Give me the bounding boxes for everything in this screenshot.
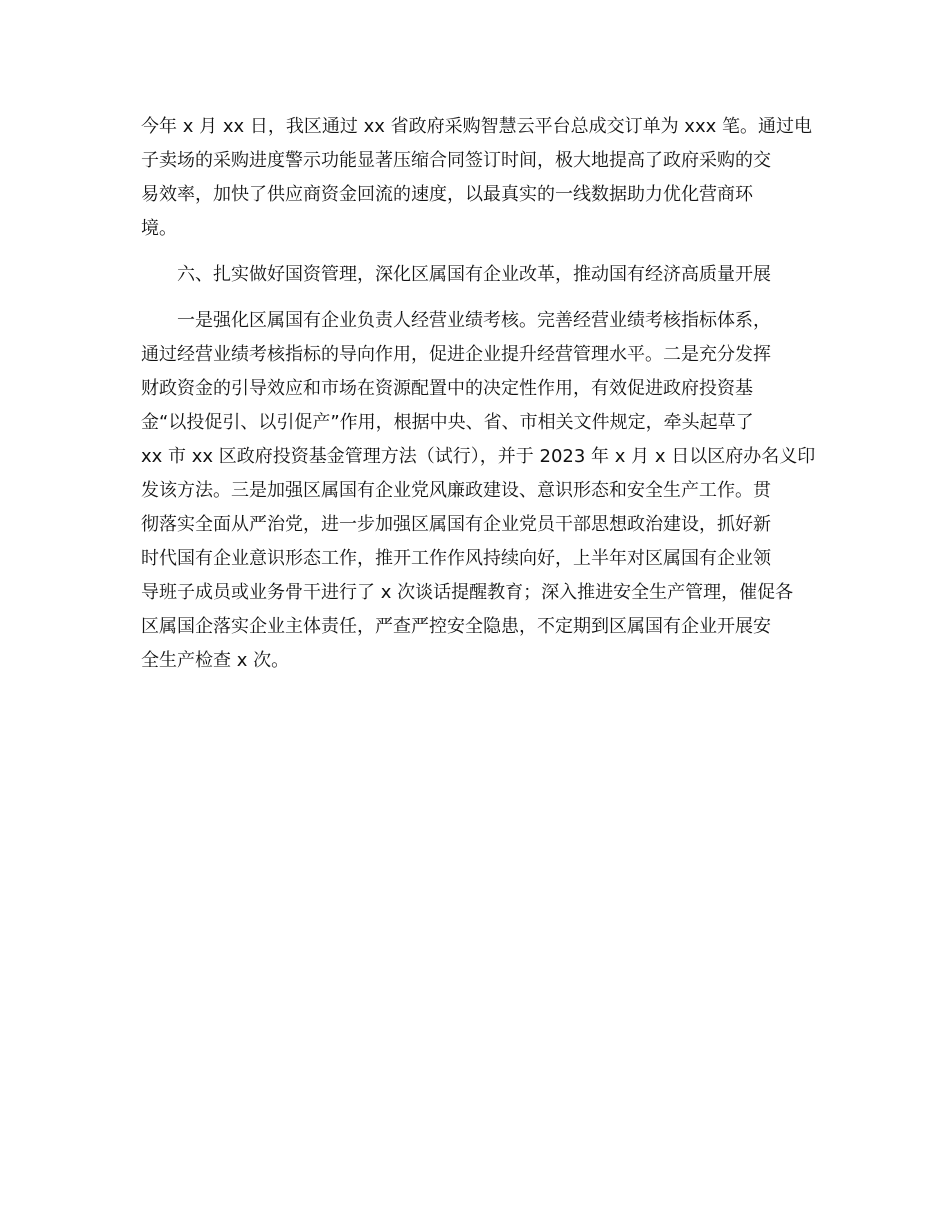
paragraph-spacer [141, 292, 809, 304]
text-line: 一是强化区属国有企业负责人经营业绩考核。完善经营业绩考核指标体系， [177, 310, 771, 331]
document-page [141, 110, 816, 678]
text-line: 财政资金的引导效应和市场在资源配置中的决定性作用，有效促进政府投资基 [141, 378, 753, 399]
text-line: xx 市 xx 区政府投资基金管理方法（试行），并于 2023 年 x 月 x 日以区府办名义印 [141, 446, 816, 467]
text-line: 发该方法。三是加强区属国有企业党风廉政建设、意识形态和安全生产工作。贯 [141, 480, 771, 501]
text-line: 通过经营业绩考核指标的导向作用，促进企业提升经营管理水平。二是充分发挥 [141, 344, 771, 365]
paragraph-procurement [141, 110, 812, 246]
paragraph-state-assets [141, 304, 816, 678]
text-line: 时代国有企业意识形态工作，推开工作作风持续向好，上半年对区属国有企业领 [141, 548, 771, 569]
text-line: 易效率，加快了供应商资金回流的速度，以最真实的一线数据助力优化营商环 [141, 184, 753, 205]
text-line: 区属国企落实企业主体责任，严查严控安全隐患，不定期到区属国有企业开展安 [141, 616, 771, 637]
text-line: 彻落实全面从严治党，进一步加强区属国有企业党员干部思想政治建设，抓好新 [141, 514, 771, 535]
text-line: 今年 x 月 xx 日，我区通过 xx 省政府采购智慧云平台总成交订单为 xxx 笔。通过电 [141, 116, 812, 137]
section-heading-text: 六、扎实做好国资管理，深化区属国有企业改革，推动国有经济高质量开展 [177, 264, 771, 285]
text-line: 导班子成员或业务骨干进行了 x 次谈话提醒教育；深入推进安全生产管理，催促各 [141, 582, 794, 603]
text-line: 全生产检查 x 次。 [141, 650, 290, 671]
text-line: 子卖场的采购进度警示功能显著压缩合同签订时间，极大地提高了政府采购的交 [141, 150, 771, 171]
text-line: 金“以投促引、以引促产”作用，根据中央、省、市相关文件规定，牵头起草了 [141, 412, 754, 433]
section-heading [141, 258, 809, 292]
paragraph-spacer [141, 246, 809, 258]
text-line: 境。 [141, 218, 177, 239]
